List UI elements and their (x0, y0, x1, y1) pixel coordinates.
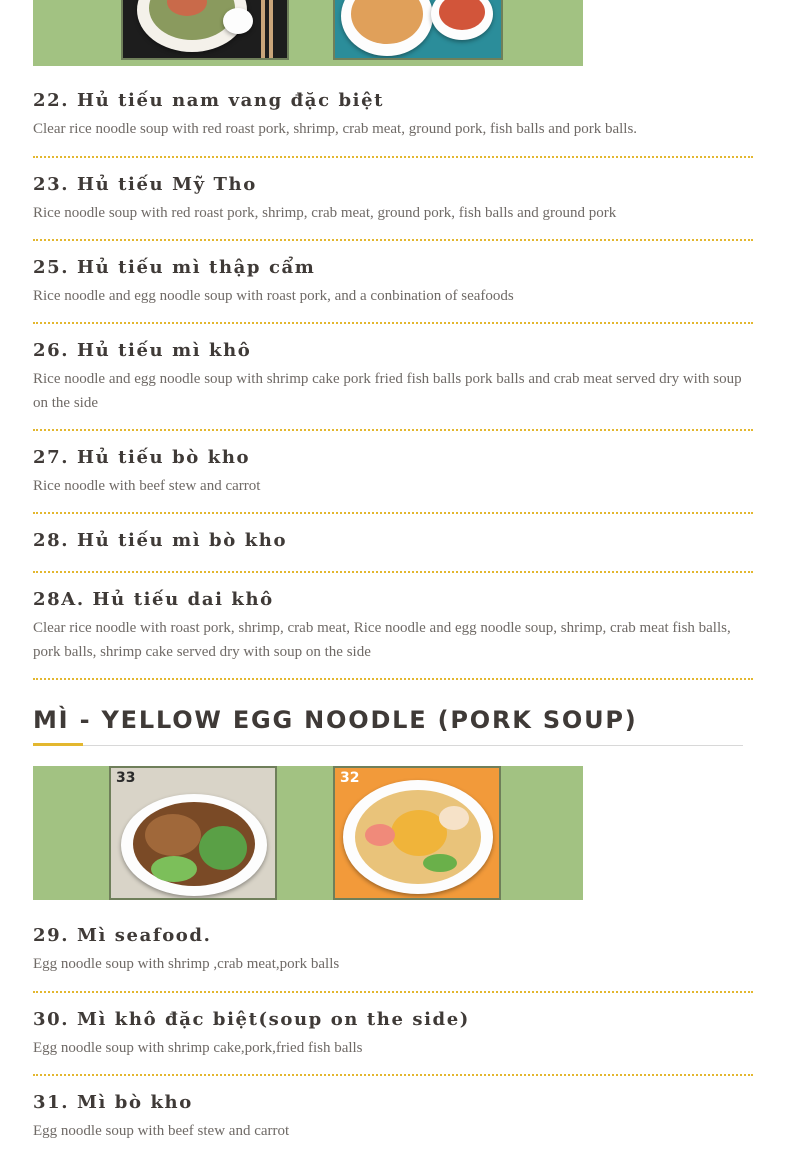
food-photo-icon (333, 766, 501, 900)
menu-item-description: Rice noodle and egg noodle soup with roast pork, and a conbination of seafoods (33, 288, 514, 304)
menu-item (33, 900, 753, 993)
menu-item-description: Egg noodle soup with beef stew and carrot (33, 1123, 290, 1139)
top-photo-banner (33, 0, 583, 66)
menu-item (33, 66, 753, 158)
menu-item-description: Egg noodle soup with shrimp ,crab meat,pork balls (33, 956, 340, 972)
menu-item (33, 514, 753, 573)
menu-item-title: 28. Hủ tiếu mì bò kho (33, 530, 288, 551)
menu-item-title: 25. Hủ tiếu mì thập cẩm (33, 257, 316, 278)
menu-page (33, 0, 753, 1157)
menu-item-title: 28A. Hủ tiếu dai khô (33, 589, 274, 610)
menu-item-description: Clear rice noodle with roast pork, shrimp, crab meat, Rice noodle and egg noodle soup, shrimp, crab meat fish balls, pork balls, shrimp cake served dry with soup on the side (33, 620, 731, 660)
photo-number: 32 (340, 770, 360, 786)
menu-item-title: 27. Hủ tiếu bò kho (33, 447, 251, 468)
menu-item (33, 158, 753, 241)
menu-item-list (33, 66, 753, 680)
menu-item (33, 431, 753, 514)
menu-item (33, 324, 753, 431)
section-divider (33, 745, 743, 746)
menu-item-title: 22. Hủ tiếu nam vang đặc biệt (33, 90, 385, 111)
section-photo-banner (33, 766, 583, 900)
section-accent-bar (33, 743, 83, 746)
menu-item-description: Rice noodle and egg noodle soup with shrimp cake pork fried fish balls pork balls and crab meat served dry with soup on the side (33, 371, 742, 411)
menu-item-description: Clear rice noodle soup with red roast pork, shrimp, crab meat, ground pork, fish balls and pork balls. (33, 121, 638, 137)
menu-item-title: 26. Hủ tiếu mì khô (33, 340, 252, 361)
section-heading (33, 680, 753, 766)
menu-item-description: Rice noodle soup with red roast pork, shrimp, crab meat, ground pork, fish balls and ground pork (33, 205, 617, 221)
menu-item (33, 1076, 753, 1157)
menu-item-description: Rice noodle with beef stew and carrot (33, 478, 261, 494)
menu-item-list (33, 900, 753, 1157)
menu-item-title: 23. Hủ tiếu Mỹ Tho (33, 174, 257, 195)
food-photo-icon (109, 766, 277, 900)
menu-item (33, 241, 753, 324)
section-title: MÌ - YELLOW EGG NOODLE (PORK SOUP) (33, 706, 638, 734)
menu-item (33, 993, 753, 1076)
photo-number: 33 (116, 770, 136, 786)
menu-item-title: 31. Mì bò kho (33, 1092, 193, 1113)
menu-item-title: 29. Mì seafood. (33, 925, 212, 946)
menu-item (33, 573, 753, 680)
food-photo-icon (333, 0, 503, 60)
menu-item-description: Egg noodle soup with shrimp cake,pork,fried fish balls (33, 1040, 363, 1056)
food-photo-icon (121, 0, 289, 60)
menu-item-title: 30. Mì khô đặc biệt(soup on the side) (33, 1009, 470, 1030)
